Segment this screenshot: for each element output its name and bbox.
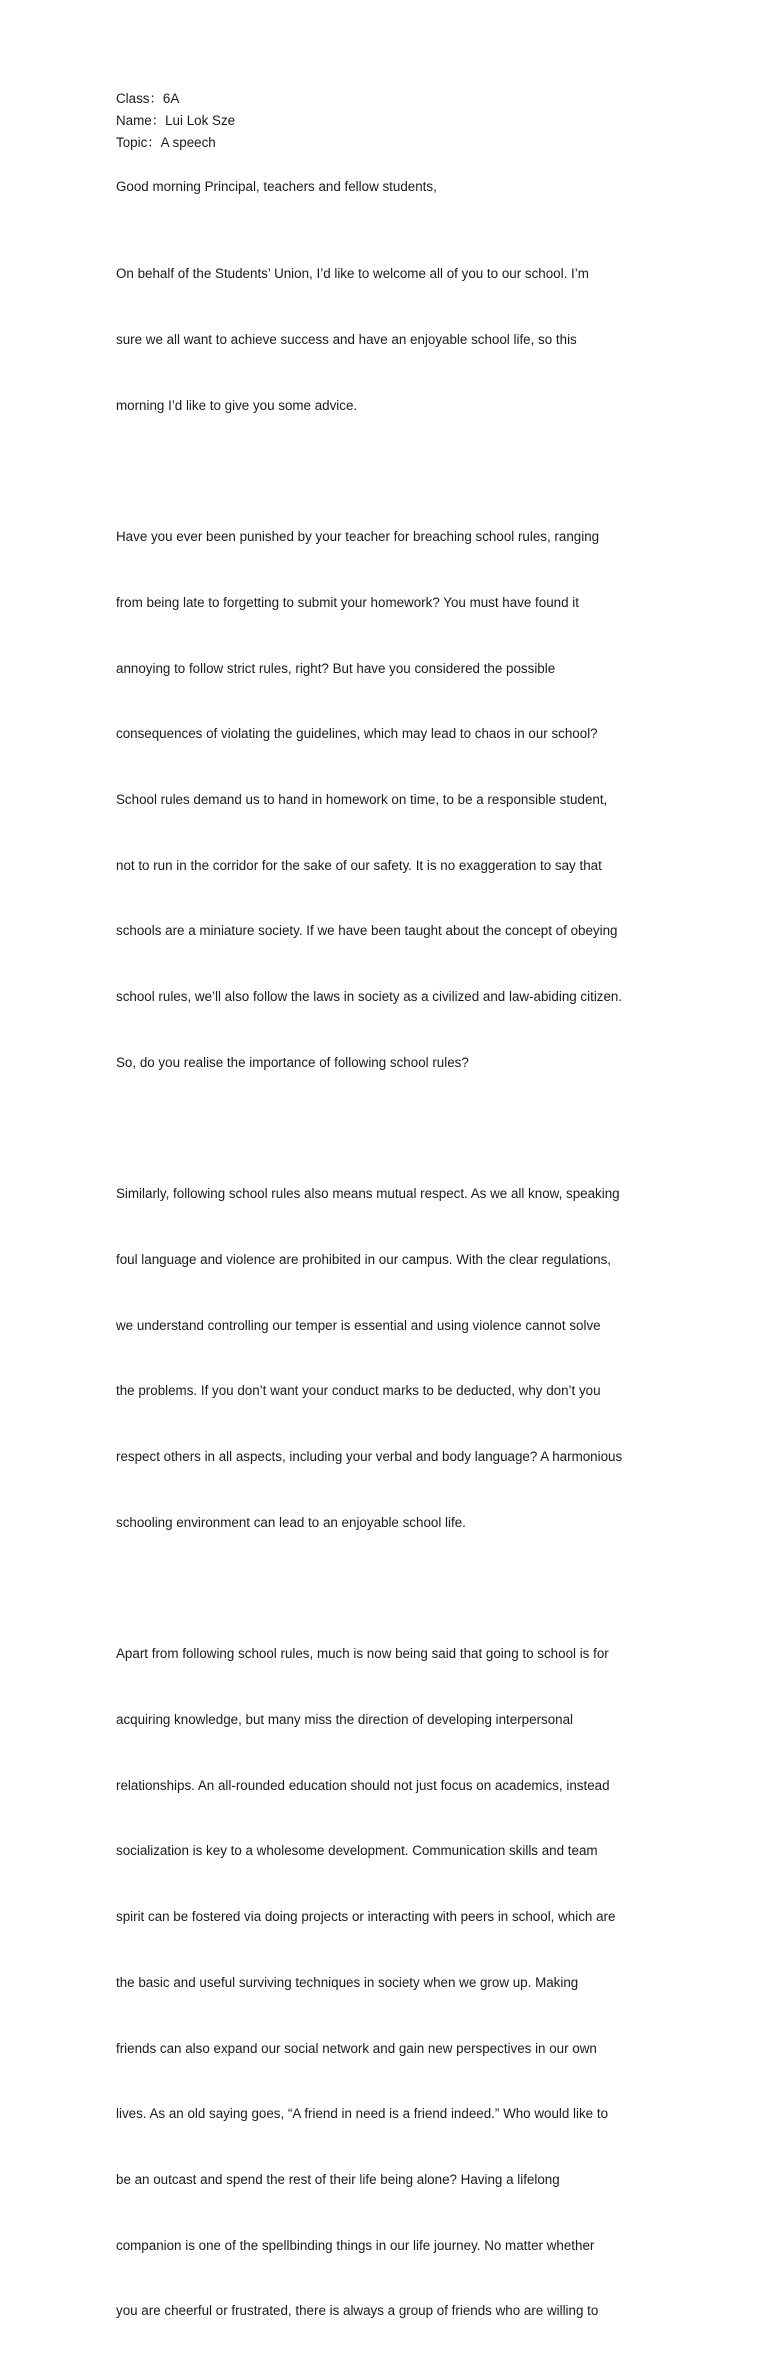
class-line: Class：6A: [116, 91, 180, 106]
text-line: Have you ever been punished by your teacher for breaching school rules, ranging: [116, 529, 600, 545]
text-line: annoying to follow strict rules, right? But have you considered the possible: [116, 660, 556, 676]
text-line: relationships. An all-rounded education should not just focus on academics, instead: [116, 1777, 610, 1793]
text-line: socialization is key to a wholesome development. Communication skills and team: [116, 1843, 598, 1859]
text-line: companion is one of the spellbinding things in our life journey. No matter whether: [116, 2237, 595, 2253]
document-page: [116, 88, 656, 2366]
paragraph-text: [116, 1599, 656, 2366]
greeting: Good morning Principal, teachers and fellow students,: [116, 178, 437, 194]
text-line: friends can also expand our social network and gain new perspectives in our own: [116, 2040, 597, 2056]
text-line: So, do you realise the importance of following school rules?: [116, 1054, 469, 1070]
paragraph-3: [116, 1139, 656, 1577]
text-line: school rules, we’ll also follow the laws in society as a civilized and law-abiding citizen.: [116, 989, 623, 1005]
text-line: On behalf of the Students’ Union, I’d like to welcome all of you to our school. I’m: [116, 266, 589, 282]
text-line: Apart from following school rules, much is now being said that going to school is for: [116, 1646, 609, 1662]
paragraph-text: [116, 219, 656, 460]
text-line: respect others in all aspects, including your verbal and body language? A harmonious: [116, 1449, 623, 1465]
text-line: you are cheerful or frustrated, there is always a group of friends who are willing to: [116, 2303, 599, 2319]
text-line: the basic and useful surviving techniques in society when we grow up. Making: [116, 1974, 579, 1990]
text-line: foul language and violence are prohibited in our campus. With the clear regulations,: [116, 1251, 612, 1267]
document-header: [116, 88, 656, 154]
topic-line: Topic：A speech: [116, 134, 216, 150]
text-line: sure we all want to achieve success and have an enjoyable school life, so this: [116, 331, 577, 347]
text-line: we understand controlling our temper is essential and using violence cannot solve: [116, 1317, 601, 1333]
text-line: Similarly, following school rules also means mutual respect. As we all know, speaking: [116, 1186, 620, 1202]
paragraph-1: [116, 219, 656, 460]
text-line: be an outcast and spend the rest of their life being alone? Having a lifelong: [116, 2172, 560, 2188]
text-line: morning I’d like to give you some advice.: [116, 397, 358, 413]
text-line: the problems. If you don’t want your conduct marks to be deducted, why don’t you: [116, 1383, 601, 1399]
text-line: consequences of violating the guidelines, which may lead to chaos in our school?: [116, 726, 598, 742]
paragraph-text: [116, 1139, 656, 1577]
paragraph-2: [116, 482, 656, 1117]
text-line: School rules demand us to hand in homework on time, to be a responsible student,: [116, 791, 608, 807]
text-line: not to run in the corridor for the sake of our safety. It is no exaggeration to say that: [116, 857, 602, 873]
paragraph-text: [116, 482, 656, 1117]
text-line: from being late to forgetting to submit your homework? You must have found it: [116, 594, 579, 610]
greeting-block: [116, 176, 656, 198]
text-line: schooling environment can lead to an enjoyable school life.: [116, 1514, 466, 1530]
text-line: schools are a miniature society. If we have been taught about the concept of obeying: [116, 923, 618, 939]
text-line: acquiring knowledge, but many miss the direction of developing interpersonal: [116, 1711, 574, 1727]
text-line: lives. As an old saying goes, “A friend in need is a friend indeed.” Who would like to: [116, 2106, 609, 2122]
name-line: Name：Lui Lok Sze: [116, 112, 236, 128]
text-line: spirit can be fostered via doing projects or interacting with peers in school, which are: [116, 1909, 616, 1925]
paragraph-4: [116, 1599, 656, 2366]
